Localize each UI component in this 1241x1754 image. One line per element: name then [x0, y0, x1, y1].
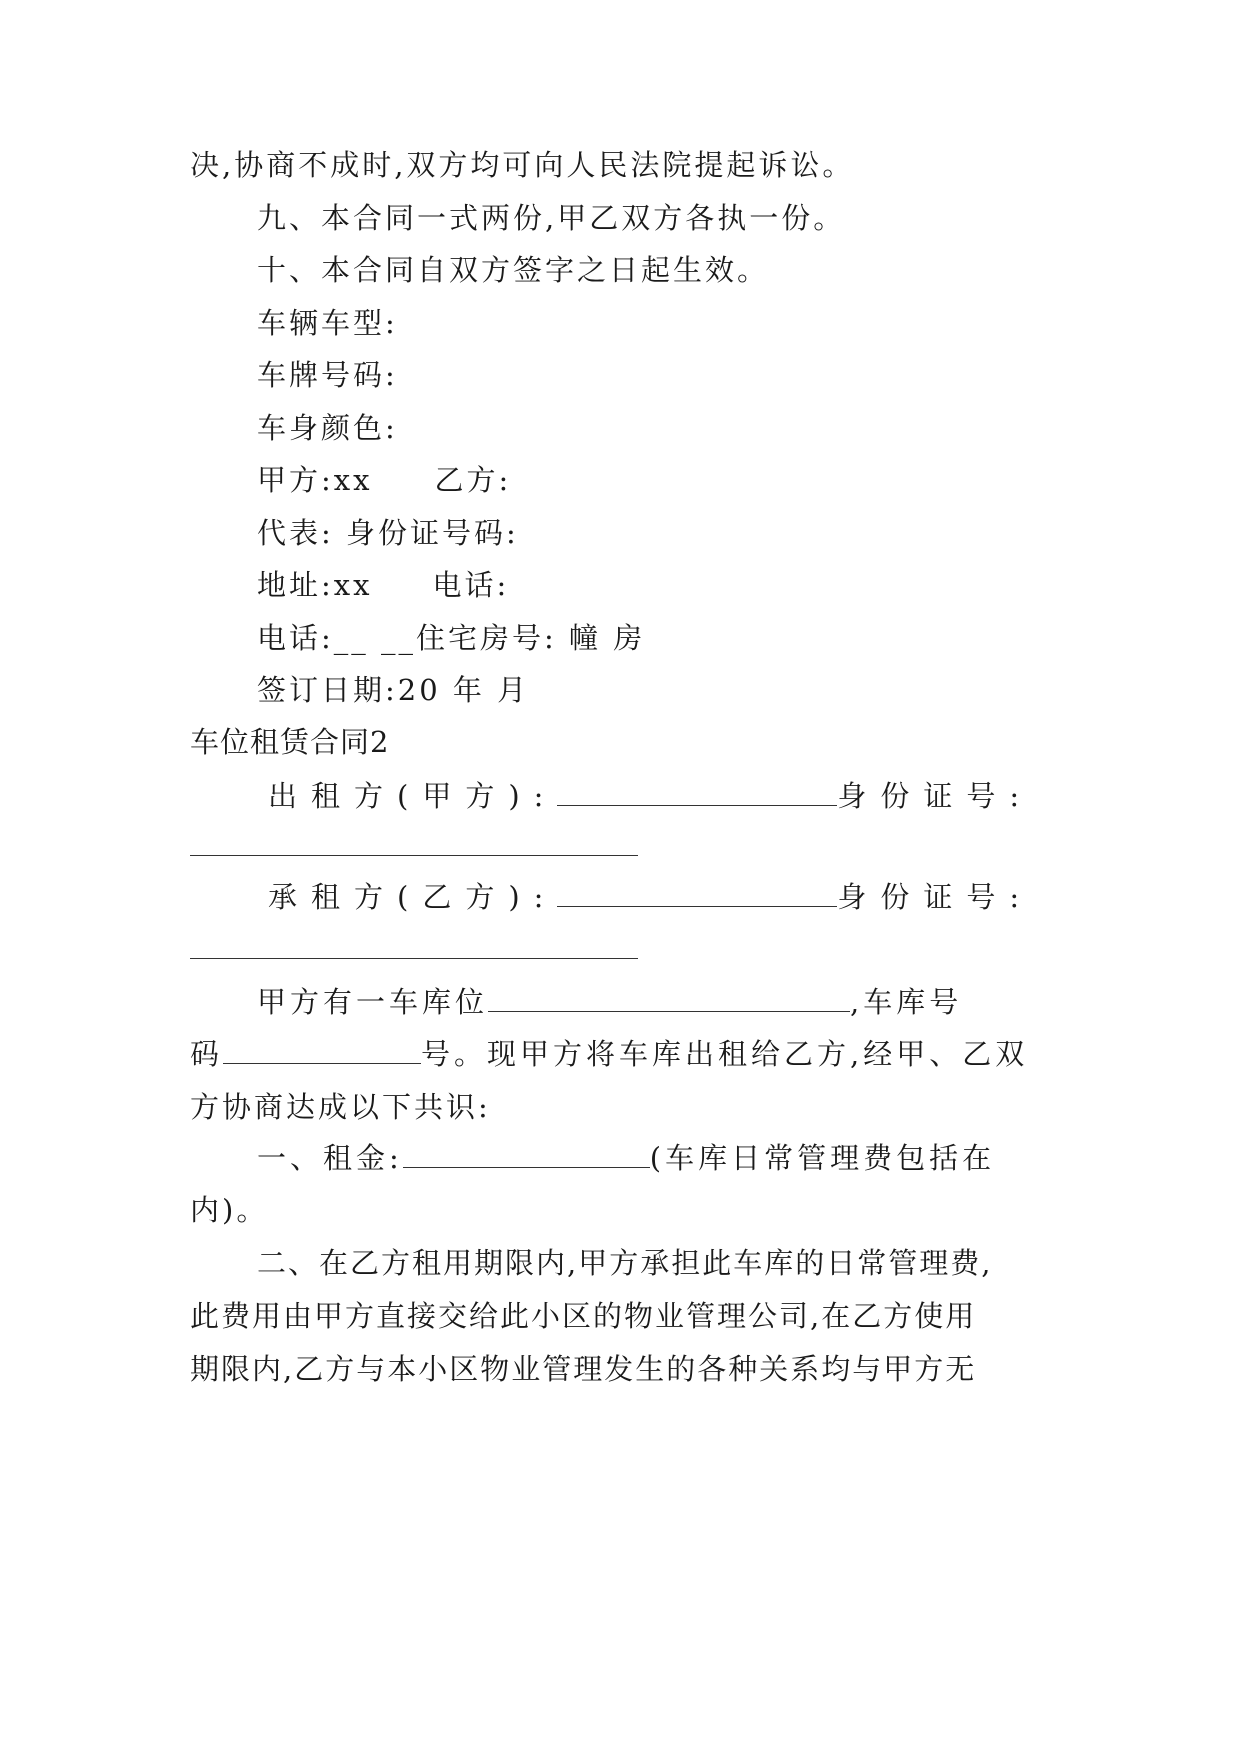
party-a-label: 甲方:xx	[257, 463, 373, 497]
lessor-id-blank	[190, 855, 638, 856]
rent-label: 一、租金:	[257, 1141, 403, 1175]
lessor-name-blank	[557, 777, 837, 806]
contract-2-title: 车位租赁合同2	[190, 725, 390, 759]
lessee-id-label: 身份证号:	[837, 880, 1034, 914]
clause-10: 十、本合同自双方签字之日起生效。	[257, 253, 770, 287]
phone-room-line: 电话:__ __住宅房号: 幢 房	[257, 621, 646, 655]
garage-location-blank	[488, 983, 850, 1012]
lessee-id-blank	[190, 958, 638, 959]
lessee-name-blank	[557, 878, 837, 907]
consensus-line: 方协商达成以下共识:	[190, 1090, 491, 1124]
clause-9: 九、本合同一式两份,甲乙双方各执一份。	[257, 201, 846, 235]
garage-intro-b: ,车库号	[850, 985, 963, 1019]
clause-2-line-1: 二、在乙方租用期限内,甲方承担此车库的日常管理费,	[257, 1246, 993, 1280]
rent-amount-blank	[403, 1139, 650, 1168]
garage-line2-a: 码	[190, 1037, 224, 1071]
body-color-label: 车身颜色:	[257, 411, 398, 445]
rent-note-end: 内)。	[190, 1193, 269, 1227]
party-b-label: 乙方:	[434, 463, 512, 497]
phone-label: 电话:	[432, 568, 510, 602]
rent-note: (车库日常管理费包括在	[649, 1141, 996, 1175]
garage-number-blank	[223, 1035, 421, 1064]
representative-line: 代表: 身份证号码:	[257, 516, 519, 550]
garage-line2-b: 号。现甲方将车库出租给乙方,经甲、乙双	[421, 1037, 1029, 1071]
party-line	[257, 460, 511, 500]
lessee-label: 承租方(乙方):	[268, 880, 558, 914]
paragraph-dispute-end: 决,协商不成时,双方均可向人民法院提起诉讼。	[190, 148, 855, 182]
garage-intro-line	[257, 982, 962, 1022]
rent-line	[257, 1138, 995, 1178]
address-label: 地址:xx	[257, 568, 373, 602]
clause-2-line-2: 此费用由甲方直接交给此小区的物业管理公司,在乙方使用	[190, 1299, 977, 1333]
lessor-label: 出租方(甲方):	[268, 779, 558, 813]
clause-2-line-3: 期限内,乙方与本小区物业管理发生的各种关系均与甲方无	[190, 1352, 977, 1386]
sign-date-line: 签订日期:20 年 月	[257, 673, 530, 707]
lessee-line	[268, 877, 1033, 917]
lessor-line	[268, 776, 1033, 816]
address-line	[257, 565, 509, 605]
vehicle-model-label: 车辆车型:	[257, 306, 398, 340]
plate-number-label: 车牌号码:	[257, 358, 398, 392]
garage-number-line	[190, 1034, 1028, 1074]
lessor-id-label: 身份证号:	[837, 779, 1034, 813]
garage-intro-a: 甲方有一车库位	[257, 985, 489, 1019]
